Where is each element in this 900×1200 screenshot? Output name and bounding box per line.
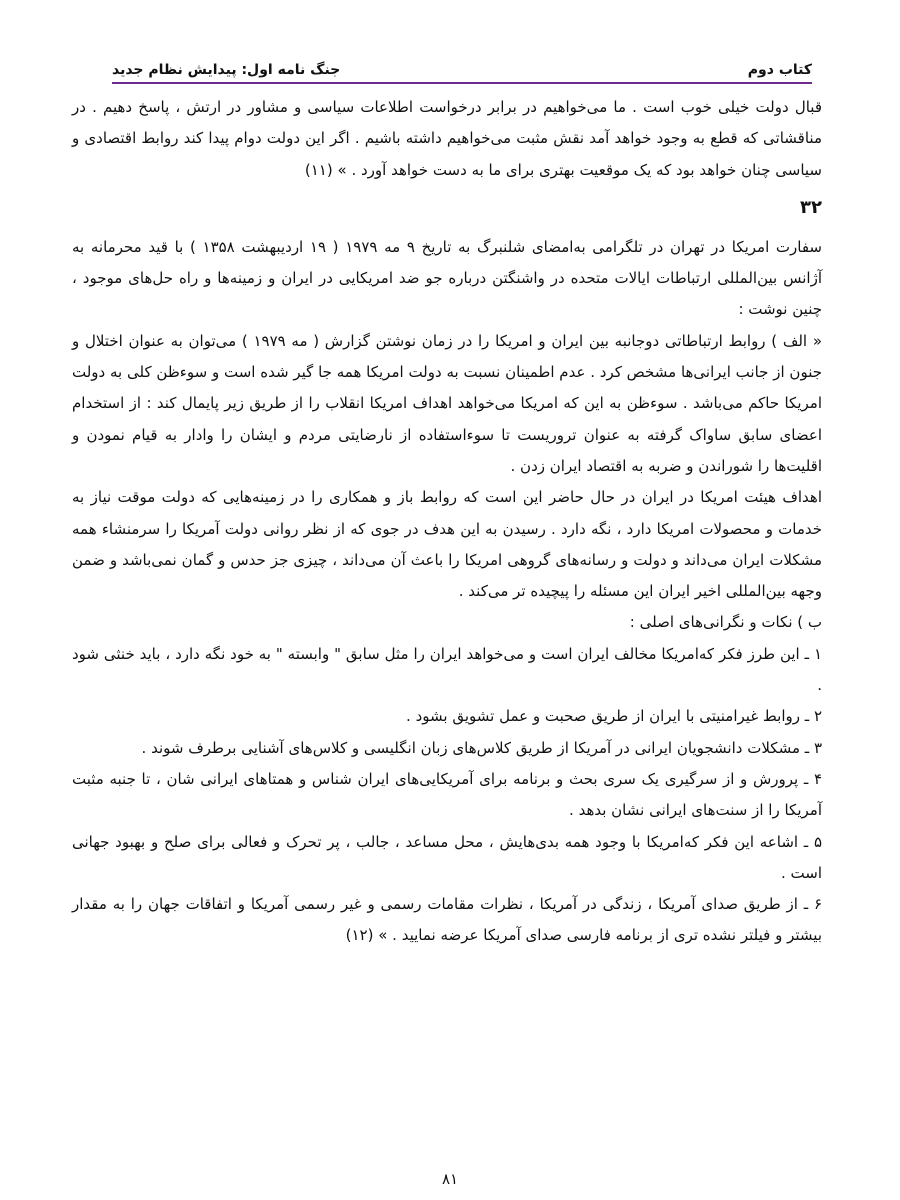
list-item-1: ۱ ـ این طرز فکر که‌امریکا مخالف ایران است و می‌خواهد ایران را مثل سابق " وابسته " به خود نگه دارد ، باید خنثی شود . — [72, 644, 822, 695]
list-item-5: ۵ ـ اشاعه این فکر که‌امریکا با وجود همه بدی‌هایش ، محل مساعد ، جالب ، پر تحرک و فعالی برای صلح و بهبود جهانی است . — [72, 832, 822, 882]
header-divider — [112, 82, 812, 84]
page-body — [72, 92, 822, 952]
book-title: کتاب دوم — [747, 62, 812, 78]
list-item-6: ۶ ـ از طریق صدای آمریکا ، زندگی در آمریکا ، نظرات مقامات رسمی و غیر رسمی آمریکا و اتفاقات جهان را به مقدار بیشتر و فیلتر نشده تری از برنامه فارسی صدای آمریکا عرضه نمایید . » (۱۲) — [72, 895, 822, 945]
paragraph-part-b-heading: ب ) نکات و نگرانی‌های اصلی : — [629, 613, 822, 632]
chapter-title: جنگ نامه اول: پیدایش نظام جدید — [112, 62, 341, 78]
list-item-2: ۲ ـ روابط غیرامنیتی با ایران از طریق صحبت و عمل تشویق بشود . — [406, 707, 822, 726]
running-header — [112, 48, 812, 78]
paragraph-telegram-intro: سفارت امریکا در تهران در تلگرامی به‌امضای شلنبرگ به تاریخ ۹ مه ۱۹۷۹ ( ۱۹ اردیبهشت ۱۳۵۸ ) با قید محرمانه به آژانس بین‌المللی ارتباطات ایالات متحده در واشنگتن درباره جو ضد امریکایی در ایران و زمینه‌ها و راه حل‌های موجود ، چنین نوشت : — [72, 237, 823, 319]
list-item-4: ۴ ـ پرورش و از سرگیری یک سری بحث و برنامه برای آمریکایی‌های ایران شناس و همتاهای ایرانی شان ، تا جنبه مثبت آمریکا را از سنت‌های ایرانی نشان بدهد . — [72, 769, 822, 820]
paragraph-part-a: « الف ) روابط ارتباطاتی دوجانبه بین ایران و امریکا را در زمان نوشتن گزارش ( مه ۱۹۷۹ ) می‌توان به عنوان اختلال و جنون از جانب ایرانی‌ها مشخص کرد . عدم اطمینان نسبت به دولت امریکا همه جا گیر شده است و سوءظن کلی به دولت امریکا حاکم می‌باشد . سوءظن به این که امریکا می‌خواهد اهداف امریکا انقلاب را از طریق زیر پایمال کند : از استخدام اعضای سابق ساواک گرفته به عنوان تروریست تا سوءاستفاده از نارضایتی مردم و ایشان را وادار به قیام نمودن و اقلیت‌ها را شوراندن و ضربه به اقتصاد ایران زدن . — [72, 331, 822, 475]
list-item-3: ۳ ـ مشکلات دانشجویان ایرانی در آمریکا از طریق کلاس‌های زبان انگلیسی و کلاس‌های آشنایی برطرف شوند . — [141, 738, 822, 757]
page-number: ۸۱ — [441, 1170, 459, 1188]
intro-paragraph: قبال دولت خیلی خوب است . ما می‌خواهیم در برابر درخواست اطلاعات سیاسی و مشاور در ارتش ، پاسخ دهیم . در مناقشاتی که قطع به وجود خواهد آمد نقش مثبت می‌خواهیم داشته باشیم . اگر این دولت دوام پیدا کند روابط اقتصادی و سیاسی چنان خواهد بود که یک موقعیت بهتری برای ما به دست خواهد آورد . » (۱۱) — [72, 98, 822, 179]
section-number: ۳۲ — [800, 196, 822, 218]
paragraph-mission-goals: اهداف هیئت امریکا در ایران در حال حاضر این است که روابط باز و همکاری را در زمینه‌هایی که دولت موقت نیاز به خدمات و محصولات امریکا دارد ، نگه دارد . رسیدن به این هدف در جوی که از نظر روانی دولت آمریکا را سرمنشاء همه مشکلات ایران می‌داند و دولت و رسانه‌های گروهی امریکا را باعث آن می‌داند ، چیزی جز حدس و گمان نمی‌باشد و ضمن وجهه بین‌المللی اخیر ایران این مسئله را پیچیده تر می‌کند . — [72, 488, 822, 601]
